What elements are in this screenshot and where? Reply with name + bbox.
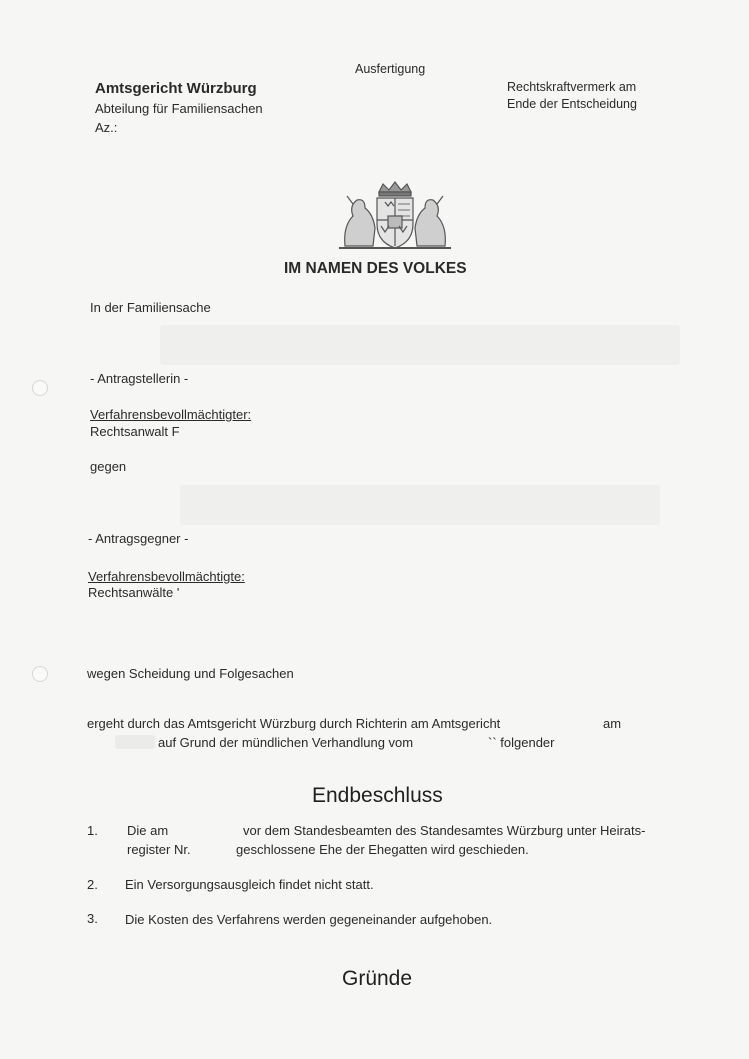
decision-heading: Endbeschluss bbox=[312, 784, 443, 807]
issued-line1-end: am bbox=[603, 716, 622, 731]
matter-intro: In der Familiensache bbox=[90, 300, 211, 315]
versus-label: gegen bbox=[90, 459, 127, 474]
ruling-1-line1-start: Die am bbox=[127, 823, 169, 838]
respondent-counsel: Rechtsanwälte ' bbox=[88, 585, 180, 600]
reasons-heading: Gründe bbox=[342, 967, 413, 990]
redacted-area bbox=[115, 735, 155, 749]
bavarian-coat-of-arms-icon bbox=[335, 180, 455, 252]
subject-line: wegen Scheidung und Folgesachen bbox=[87, 666, 294, 681]
file-reference-label: Az.: bbox=[95, 120, 118, 135]
ruling-1-line2-start: register Nr. bbox=[127, 842, 191, 857]
punch-hole-bottom bbox=[32, 666, 48, 682]
punch-hole-top bbox=[32, 380, 48, 396]
issued-line1: ergeht durch das Amtsgericht Würzburg durch Richterin am Amtsgericht bbox=[87, 716, 501, 731]
ruling-3-number: 3. bbox=[87, 911, 98, 926]
ruling-2-text: Ein Versorgungsausgleich findet nicht statt. bbox=[125, 877, 374, 892]
ruling-2-number: 2. bbox=[87, 877, 98, 892]
copy-mark: Ausfertigung bbox=[355, 62, 426, 76]
applicant-counsel: Rechtsanwalt F bbox=[90, 424, 180, 439]
court-department: Abteilung für Familiensachen bbox=[95, 101, 263, 116]
court-name: Amtsgericht Würzburg bbox=[95, 80, 257, 97]
document-title: IM NAMEN DES VOLKES bbox=[284, 260, 467, 277]
applicant-role: - Antragstellerin - bbox=[90, 371, 189, 386]
ruling-1-line1-end: vor dem Standesbeamten des Standesamtes Würzburg unter Heirats- bbox=[243, 823, 646, 838]
redacted-area bbox=[180, 485, 660, 525]
redacted-area bbox=[160, 325, 680, 365]
applicant-counsel-label: Verfahrensbevollmächtigter: bbox=[90, 407, 252, 422]
respondent-role: - Antragsgegner - bbox=[88, 531, 189, 546]
respondent-counsel-label: Verfahrensbevollmächtigte: bbox=[88, 569, 245, 584]
ruling-1-line2-end: geschlossene Ehe der Ehegatten wird geschieden. bbox=[236, 842, 529, 857]
ruling-1-number: 1. bbox=[87, 823, 98, 838]
finality-note-line2: Ende der Entscheidung bbox=[507, 97, 637, 111]
issued-line2-end: `` folgender bbox=[488, 735, 555, 750]
ruling-3-text: Die Kosten des Verfahrens werden gegeneinander aufgehoben. bbox=[125, 912, 493, 927]
finality-note-line1: Rechtskraftvermerk am bbox=[507, 80, 637, 94]
issued-line2: auf Grund der mündlichen Verhandlung vom bbox=[158, 735, 414, 750]
